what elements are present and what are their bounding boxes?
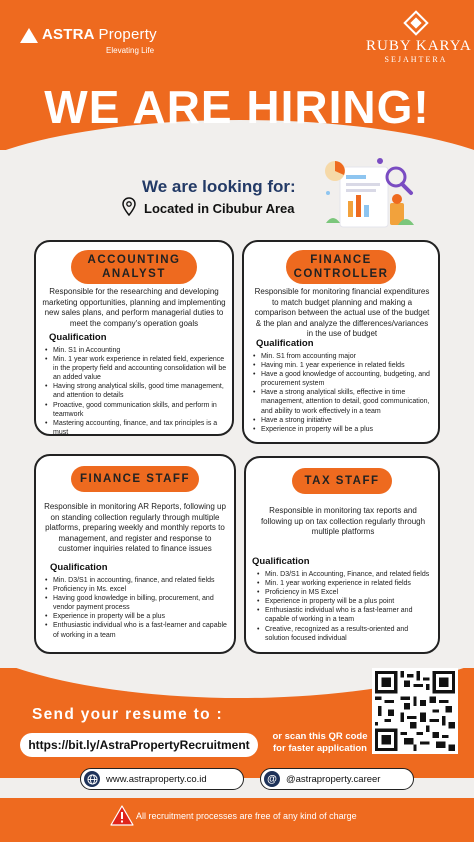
qualification-list	[44, 576, 230, 640]
list-item: • Mastering accounting, finance, and tax principles is a must	[44, 419, 230, 437]
list-item: • Proficiency in Ms. excel	[44, 585, 230, 594]
list-item: • Having min. 1 year experience in related fields	[252, 361, 436, 370]
list-item: • Proficiency in MS Excel	[256, 588, 434, 597]
qr-code-icon[interactable]	[372, 668, 458, 754]
location-pin-icon	[122, 197, 136, 217]
website-text: www.astraproperty.co.id	[106, 773, 207, 785]
qualification-heading: Qualification	[50, 562, 108, 573]
globe-icon	[84, 771, 100, 787]
ruby-karya-logo	[366, 14, 472, 64]
list-item: • Creative, recognized as a results-oriented and solution focused individual	[256, 625, 434, 643]
ruby-karya-sub: SEJAHTERA	[384, 55, 448, 64]
qualification-list	[256, 570, 434, 643]
social-handle-text: @astraproperty.career	[286, 773, 381, 785]
job-title-pill: FINANCE CONTROLLER	[286, 250, 396, 284]
ruby-karya-name: RUBY KARYA	[366, 38, 472, 54]
list-item: • Min. S1 from accounting major	[252, 352, 436, 361]
list-item: • Enthusiastic individual who is a fast-learner and capable of working in a team	[256, 606, 434, 624]
job-card-tax-staff	[244, 456, 440, 654]
list-item: • Having strong analytical skills, good time management, and attention to details	[44, 382, 230, 400]
scan-qr-label: or scan this QR code for faster application	[272, 731, 368, 754]
at-sign-icon: @	[264, 771, 280, 787]
qualification-heading: Qualification	[252, 556, 310, 567]
job-title-pill: ACCOUNTING ANALYST	[71, 250, 197, 284]
website-contact[interactable]	[80, 768, 244, 790]
list-item: • Having good knowledge in billing, procurement, and vendor payment process	[44, 594, 230, 612]
astra-triangle-icon	[20, 28, 38, 43]
list-item: • Min. D3/S1 in accounting, finance, and related fields	[44, 576, 230, 585]
job-card-finance-staff	[34, 454, 236, 654]
brand-bold: ASTRA	[42, 26, 95, 43]
job-description: Responsible in monitoring tax reports and following up on tax collection regularly through multiple platforms	[260, 506, 426, 536]
job-title-pill: TAX STAFF	[292, 468, 392, 494]
list-item: • Proactive, good communication skills, and perform in teamwork	[44, 401, 230, 419]
job-description: Responsible for the researching and developing marketing opportunities, planning and implementing new sales plans, and perform managerial duties to meet the company's operation goals	[42, 287, 226, 328]
looking-for-heading: We are looking for:	[142, 177, 296, 196]
send-resume-label: Send your resume to :	[32, 706, 223, 723]
warning-icon	[110, 805, 134, 826]
list-item: • Experience in property will be a plus point	[256, 597, 434, 606]
list-item: • Have a strong initiative	[252, 416, 436, 425]
list-item: • Min. D3/S1 in Accounting, Finance, and related fields	[256, 570, 434, 579]
analytics-illustration	[318, 153, 418, 233]
job-description: Responsible in monitoring AR Reports, following up on standing collection regularly through multiple platforms, preparing weekly and monthly reports to management, and register and response to customer inquiries related to finance issues	[44, 502, 226, 553]
qualification-list	[44, 346, 230, 437]
job-card-accounting-analyst	[34, 240, 234, 436]
astra-brand-name	[42, 26, 157, 43]
list-item: • Min. 1 year work experience in related field, experience in the property field and accounting consolidation will be an added value	[44, 355, 230, 382]
recruitment-link[interactable]: https://bit.ly/AstraPropertyRecruitment	[20, 733, 258, 757]
location-text: Located in Cibubur Area	[144, 201, 295, 216]
ruby-diamond-icon	[403, 10, 428, 35]
job-card-finance-controller	[242, 240, 440, 444]
list-item: • Have a strong analytical skills, effective in time management, attention to detail, good communication, and ability to work effectively in a team	[252, 388, 436, 415]
list-item: • Enthusiastic individual who is a fast-learner and capable of working in a team	[44, 621, 230, 639]
list-item: • Min. S1 in Accounting	[44, 346, 230, 355]
qualification-heading: Qualification	[256, 338, 314, 349]
list-item: • Min. 1 year working experience in related fields	[256, 579, 434, 588]
job-title-pill: FINANCE STAFF	[71, 466, 199, 492]
brand-light: Property	[98, 26, 157, 43]
qualification-heading: Qualification	[49, 332, 107, 343]
list-item: • Experience in property will be a plus	[252, 425, 436, 434]
hiring-title: WE ARE HIRING!	[44, 81, 430, 133]
social-contact[interactable]	[260, 768, 414, 790]
qualification-list	[252, 352, 436, 434]
job-description: Responsible for monitoring financial expenditures to match budget planning and making a comparison between the actual use of the budget & the plan and analyze the differences/variances in the use of budget	[254, 287, 430, 338]
free-recruitment-notice: All recruitment processes are free of any kind of charge	[136, 811, 357, 821]
list-item: • Experience in property will be a plus	[44, 612, 230, 621]
list-item: • Have a good knowledge of accounting, budgeting, and procurement system	[252, 370, 436, 388]
astra-tagline: Elevating Life	[106, 46, 155, 55]
